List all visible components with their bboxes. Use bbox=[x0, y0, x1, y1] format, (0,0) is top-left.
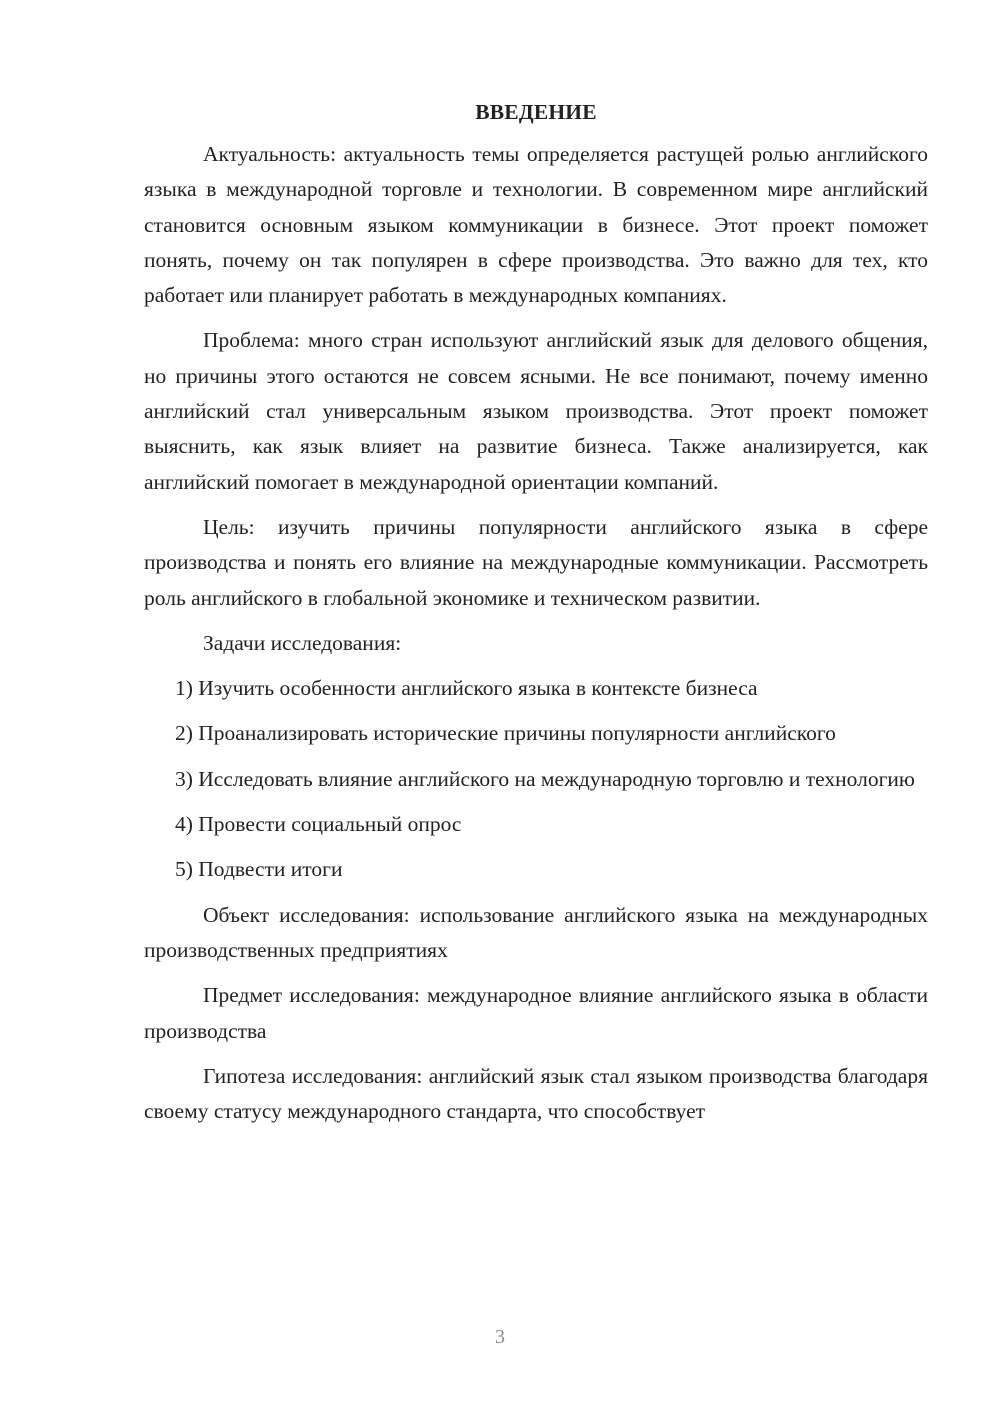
page-number: 3 bbox=[495, 1326, 505, 1348]
paragraph-tasks-heading: Задачи исследования: bbox=[203, 630, 402, 655]
task-item-5: 5) Подвести итоги bbox=[175, 857, 343, 882]
section-title: ВВЕДЕНИЕ bbox=[475, 100, 597, 124]
task-item-3: 3) Исследовать влияние английского на международную торговлю и технологию bbox=[175, 766, 915, 791]
task-item-4: 4) Провести социальный опрос bbox=[175, 812, 462, 837]
paragraph-problem: Проблема: много стран используют английский язык для делового общения, но причины этого остаются не совсем ясными. Не все понимают, почему именно английский стал универсальным языком производства. Этот проект поможет выяснить, как язык влияет на развитие бизнеса. Также анализируется, как английский помогает в международной ориентации компаний. bbox=[144, 328, 928, 494]
paragraph-hypothesis: Гипотеза исследования: английский язык стал языком производства благодаря своему статусу международного стандарта, что способствует bbox=[144, 1063, 928, 1124]
paragraph-object: Объект исследования: использование английского языка на международных производственных предприятиях bbox=[144, 902, 928, 962]
paragraph-subject: Предмет исследования: международное влияние английского языка в области производства bbox=[144, 983, 928, 1043]
task-item-1: 1) Изучить особенности английского языка в контексте бизнеса bbox=[175, 676, 758, 701]
paragraph-goal: Цель: изучить причины популярности английского языка в сфере производства и понять его влияние на международные коммуникации. Рассмотреть роль английского в глобальной экономике и техническом развитии. bbox=[144, 514, 928, 610]
task-item-2: 2) Проанализировать исторические причины популярности английского bbox=[175, 721, 836, 746]
document-body bbox=[144, 95, 928, 1139]
paragraph-relevance: Актуальность: актуальность темы определяется растущей ролью английского языка в международной торговле и технологии. В современном мире английский становится основным языком коммуникации в бизнесе. Этот проект поможет понять, почему он так популярен в сфере производства. Это важно для тех, кто работает или планирует работать в международных компаниях. bbox=[144, 142, 928, 308]
